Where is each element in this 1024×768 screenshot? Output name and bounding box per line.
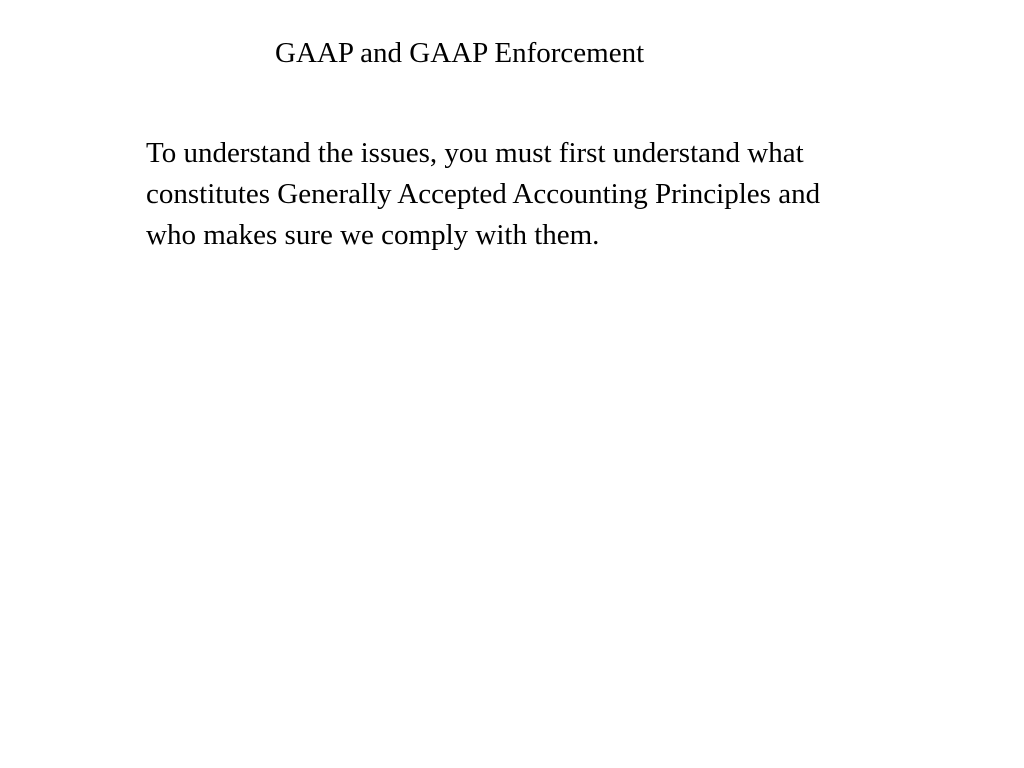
body-line: constitutes Generally Accepted Accounting Principles and (146, 178, 821, 210)
body-line: To understand the issues, you must first understand what (146, 137, 804, 169)
slide-body-text (146, 133, 966, 256)
body-line: who makes sure we comply with them. (146, 219, 600, 251)
slide-title: GAAP and GAAP Enforcement (275, 37, 645, 69)
